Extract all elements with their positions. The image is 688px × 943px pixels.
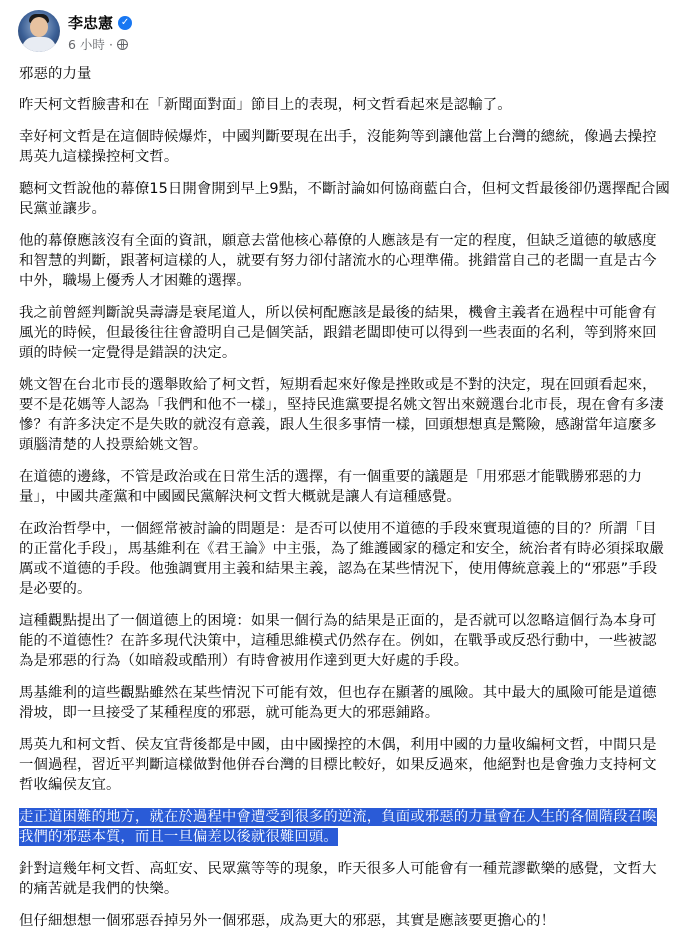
avatar[interactable] — [18, 10, 60, 52]
post-paragraph: 但仔細想想一個邪惡吞掉另外一個邪惡，成為更大的邪惡，其實是應該要更擔心的！ — [19, 913, 556, 929]
post-paragraph: 姚文智在台北市長的選舉敗給了柯文哲，短期看起來好像是挫敗或是不對的決定，現在回頭看起來，要不是花媽等人認為「我們和他不一樣」，堅持民進黨要提名姚文智出來競選台北市長，現在會有多淒慘？有許多決定不是失敗的就沒有意義，跟人生很多事情一樣，回頭想想真是驚險，感謝當年這麼多頭腦清楚的人投票給姚文智。 — [19, 377, 664, 453]
avatar-face — [30, 17, 48, 37]
avatar-body — [22, 37, 56, 52]
author-row — [68, 12, 132, 33]
post-paragraph: 這種觀點提出了一個道德上的困境：如果一個行為的結果是正面的，是否就可以忽略這個行為本身可能的不道德性？在許多現代決策中，這種思維模式仍然存在。例如，在戰爭或反恐行動中，一些被認為是邪惡的行為（如暗殺或酷刑）有時會被用作達到更大好處的手段。 — [19, 613, 657, 669]
author-name[interactable]: 李忠憲 — [68, 14, 114, 32]
globe-icon[interactable] — [117, 39, 128, 50]
post-paragraph: 他的幕僚應該沒有全面的資訊，願意去當他核心幕僚的人應該是有一定的程度，但缺乏道德的敏感度和智慧的判斷，跟著柯這樣的人，就要有努力卻付諸流水的心理準備。挑錯當自己的老闆一直是古今中外，職場上優秀人才困難的選擇。 — [19, 233, 657, 289]
post-paragraph: 幸好柯文哲是在這個時候爆炸，中國判斷要現在出手，沒能夠等到讓他當上台灣的總統，像過去操控馬英九這樣操控柯文哲。 — [19, 129, 657, 165]
post-meta — [68, 35, 128, 53]
post-timestamp[interactable]: 6 小時 — [68, 37, 105, 52]
post-paragraph: 在道德的邊緣，不管是政治或在日常生活的選擇，有一個重要的議題是「用邪惡才能戰勝邪惡的力量」，中國共產黨和中國國民黨解決柯文哲大概就是讓人有這種感覺。 — [19, 469, 643, 505]
post-paragraph: 針對這幾年柯文哲、高虹安、民眾黨等等的現象，昨天很多人可能會有一種荒謬歡樂的感覺，文哲大的痛苦就是我們的快樂。 — [19, 861, 657, 897]
selected-text[interactable]: 走正道困難的地方，就在於過程中會遭受到很多的逆流，負面或邪惡的力量會在人生的各個階段召喚我們的邪惡本質，而且一旦偏差以後就很難回頭。 — [19, 809, 657, 845]
post-header — [18, 10, 678, 56]
post-paragraph: 昨天柯文哲臉書和在「新聞面對面」節目上的表現，柯文哲看起來是認輸了。 — [19, 97, 512, 113]
post-paragraph: 在政治哲學中，一個經常被討論的問題是：是否可以使用不道德的手段來實現道德的目的？所謂「目的正當化手段」，馬基維利在《君王論》中主張，為了維護國家的穩定和安全，統治者有時必須採取嚴厲或不道德的手段。他強調實用主義和結果主義，認為在某些情況下，使用傳統意義上的“邪惡”手段是必要的。 — [19, 521, 664, 597]
post-paragraph: 聽柯文哲說他的幕僚15日開會開到早上9點，不斷討論如何協商藍白合，但柯文哲最後卻仍選擇配合國民黨並讓步。 — [19, 181, 670, 217]
post-paragraph: 馬基維利的這些觀點雖然在某些情況下可能有效，但也存在顯著的風險。其中最大的風險可能是道德滑坡，即一旦接受了某種程度的邪惡，就可能為更大的邪惡鋪路。 — [19, 685, 657, 721]
post-body — [19, 64, 671, 943]
post-title: 邪惡的力量 — [19, 66, 92, 82]
highlighted-paragraph — [19, 807, 671, 847]
post-paragraph: 我之前曾經判斷說吳壽濤是衰尾道人，所以侯柯配應該是最後的結果，機會主義者在過程中可能會有風光的時候，但最後往往會證明自己是個笑話，跟錯老闆即使可以得到一些表面的名利，等到將來回頭的時候一定覺得是錯誤的決定。 — [19, 305, 657, 361]
verified-badge-icon: ✓ — [118, 16, 132, 30]
meta-separator: · — [108, 36, 113, 52]
post-paragraph: 馬英九和柯文哲、侯友宜背後都是中國，由中國操控的木偶，利用中國的力量收編柯文哲，中間只是一個過程，習近平判斷這樣做對他併吞台灣的目標比較好，如果反過來，他絕對也是會強力支持柯文哲收編侯友宜。 — [19, 737, 657, 793]
